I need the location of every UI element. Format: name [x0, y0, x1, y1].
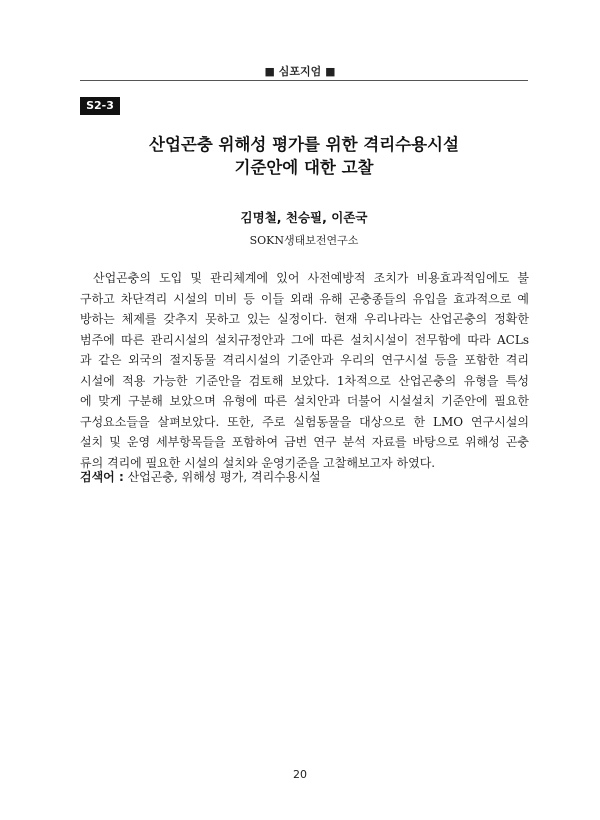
- abstract-body: [80, 268, 529, 473]
- title-line-1: 산업곤충 위해성 평가를 위한 격리수용시설: [149, 135, 459, 154]
- paper-title: [80, 133, 528, 179]
- author-list: 김명철, 천승필, 이존국: [240, 210, 368, 225]
- affiliation: SOKN생태보전연구소: [249, 234, 359, 247]
- abstract-line: 설치 및 운영 세부항목들을 포함하여 금번 연구 분석 자료를 바탕으로 위해성 곤충: [80, 435, 529, 449]
- abstract-line: 시설에 적용 가능한 기준안을 검토해 보았다. 1차적으로 산업곤충의 유형을 특성: [80, 373, 529, 388]
- abstract-line: 범주에 따른 관리시설의 설치규정안과 그에 따른 설치시설이 전무함에 따라 ACLs: [80, 332, 529, 347]
- session-tag: S2-3: [80, 97, 120, 115]
- page-number: 20: [293, 768, 307, 781]
- abstract-line: 류의 격리에 필요한 시설의 설치와 운영기준을 고찰해보고자 하였다.: [80, 455, 436, 470]
- abstract-line: 구하고 차단격리 시설의 미비 등 이들 외래 유해 곤충종들의 유입을 효과적으로 예: [80, 291, 529, 306]
- abstract-line: 산업곤충의 도입 및 관리체계에 있어 사전예방적 조치가 비용효과적임에도 불: [93, 271, 529, 285]
- abstract-line: 방하는 체제를 갖추지 못하고 있는 실정이다. 현재 우리나라는 산업곤충의 정확한: [80, 312, 529, 326]
- title-line-2: 기준안에 대한 고찰: [234, 158, 374, 177]
- abstract-line: 에 맞게 구분해 보았으며 유형에 따른 설치안과 더불어 시설설치 기준안에 필요한: [80, 394, 529, 408]
- keywords: [80, 468, 529, 485]
- keywords-label: 검색어 :: [80, 470, 124, 484]
- keywords-text: 산업곤충, 위해성 평가, 격리수용시설: [123, 470, 321, 484]
- running-header: ■ 심포지엄 ■: [264, 65, 336, 78]
- abstract-line: 과 같은 외국의 절지동물 격리시설의 기준안과 우리의 연구시설 등을 포함한 격리: [80, 353, 529, 367]
- abstract-line: 구성요소들을 살펴보았다. 또한, 주로 실험동물을 대상으로 한 LMO 연구시설의: [80, 414, 529, 429]
- header-divider: [80, 80, 528, 81]
